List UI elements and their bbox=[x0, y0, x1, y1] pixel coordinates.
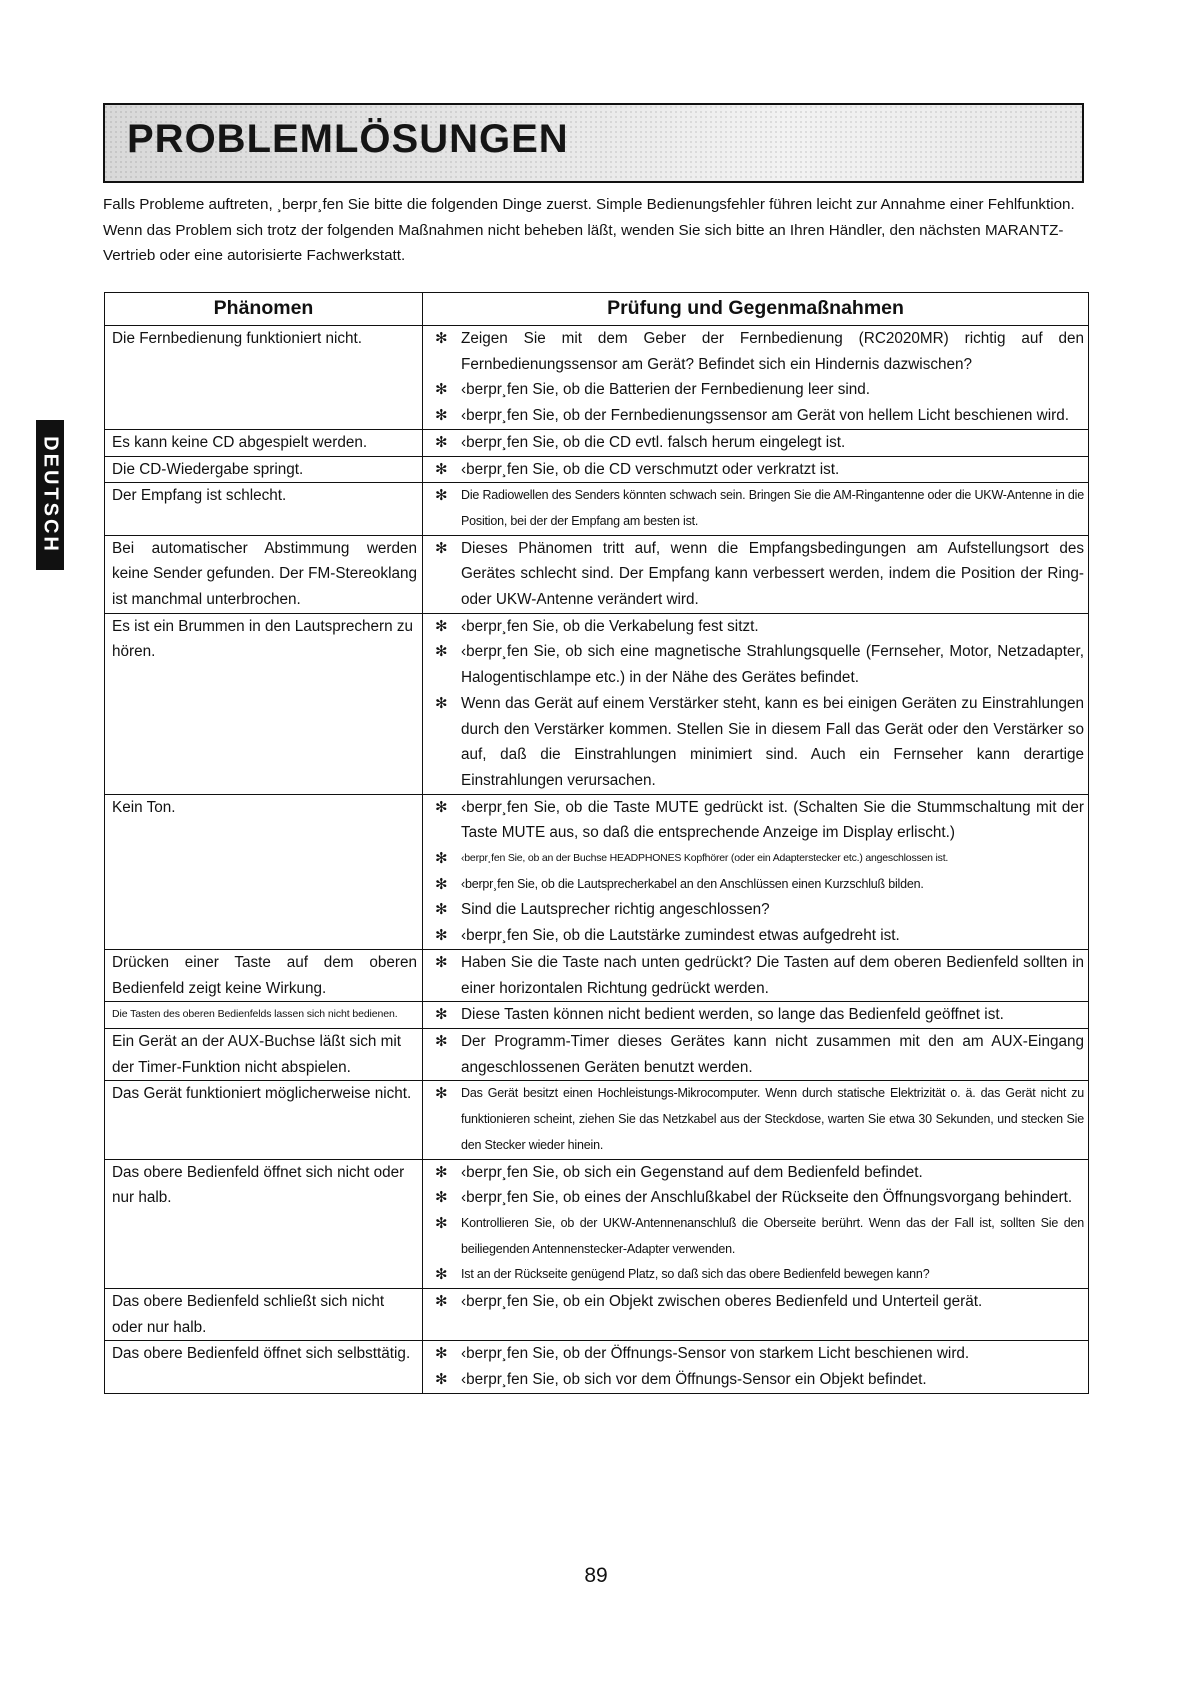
language-tab-label: DEUTSCH bbox=[39, 436, 62, 554]
measures-cell bbox=[423, 326, 1089, 430]
asterisk-icon: ✻ bbox=[435, 1189, 448, 1207]
table-row bbox=[105, 1002, 1089, 1029]
phenomenon-cell: Bei automatischer Abstimmung werden keine Sender gefunden. Der FM-Stereoklang ist manchmal unterbrochen. bbox=[105, 535, 423, 613]
measure-text: Kontrollieren Sie, ob der UKW-Antennenanschluß die Oberseite berührt. Wenn das der Fall ist, sollten Sie den beiliegenden Antennenstecker-Adapter verwenden. bbox=[461, 1215, 1084, 1256]
asterisk-icon: ✻ bbox=[435, 1032, 448, 1050]
measures-cell bbox=[423, 535, 1089, 613]
asterisk-icon: ✻ bbox=[435, 927, 448, 945]
asterisk-icon: ✻ bbox=[435, 381, 448, 399]
asterisk-icon: ✻ bbox=[435, 460, 448, 478]
measure-item bbox=[435, 1081, 1084, 1158]
measure-text: Das Gerät besitzt einen Hochleistungs-Mikrocomputer. Wenn durch statische Elektrizität o. ä. das Gerät nicht zu funktionieren scheint, ziehen Sie das Netzkabel aus der Steckdose, warten Sie etwa 30 Sekunden, und stecken Sie den Stecker wieder hinein. bbox=[461, 1086, 1084, 1152]
asterisk-icon: ✻ bbox=[435, 643, 448, 661]
measures-cell bbox=[423, 1081, 1089, 1159]
asterisk-icon: ✻ bbox=[435, 850, 448, 868]
measure-item bbox=[435, 430, 1084, 456]
table-row bbox=[105, 794, 1089, 949]
measure-text: Der Programm-Timer dieses Gerätes kann nicht zusammen mit den am AUX-Eingang angeschlossenen Geräten benutzt werden. bbox=[461, 1032, 1084, 1076]
measure-text: Dieses Phänomen tritt auf, wenn die Empfangsbedingungen am Aufstellungsort des Gerätes schlecht sind. Der Empfang kann verbessert werden, indem die Position der Ring- oder UKW-Antenne verändert wird. bbox=[461, 539, 1084, 609]
measures-cell bbox=[423, 1289, 1089, 1341]
measure-text: Zeigen Sie mit dem Geber der Fernbedienung (RC2020MR) richtig auf den Fernbedienungssensor am Gerät? Befindet sich ein Hindernis dazwischen? bbox=[461, 330, 1084, 373]
asterisk-icon: ✻ bbox=[435, 330, 448, 347]
asterisk-icon: ✻ bbox=[435, 694, 448, 712]
phenomenon-cell: Das obere Bedienfeld schließt sich nicht oder nur halb. bbox=[105, 1289, 423, 1341]
measure-item bbox=[435, 639, 1084, 690]
table-row bbox=[105, 483, 1089, 535]
phenomenon-cell: Die Tasten des oberen Bedienfelds lassen sich nicht bedienen. bbox=[105, 1002, 423, 1029]
measure-text: ‹berpr¸fen Sie, ob die Lautstärke zumindest etwas aufgedreht ist. bbox=[461, 927, 900, 945]
measure-item bbox=[435, 1289, 1084, 1315]
measure-item bbox=[435, 1160, 1084, 1186]
measure-item bbox=[435, 1341, 1084, 1367]
language-tab bbox=[36, 420, 64, 570]
measure-text: Sind die Lautsprecher richtig angeschlossen? bbox=[461, 901, 770, 919]
measures-cell bbox=[423, 483, 1089, 535]
measure-text: ‹berpr¸fen Sie, ob an der Buchse HEADPHONES Kopfhörer (oder ein Adapterstecker etc.) angeschlossen ist. bbox=[461, 852, 949, 865]
measure-item bbox=[435, 457, 1084, 483]
table-row bbox=[105, 535, 1089, 613]
measure-item bbox=[435, 923, 1084, 949]
table-row bbox=[105, 429, 1089, 456]
measure-text: Ist an der Rückseite genügend Platz, so daß sich das obere Bedienfeld bewegen kann? bbox=[461, 1267, 930, 1282]
measure-item bbox=[435, 483, 1084, 534]
measures-cell bbox=[423, 949, 1089, 1001]
measure-text: ‹berpr¸fen Sie, ob die Verkabelung fest sitzt. bbox=[461, 617, 759, 635]
asterisk-icon: ✻ bbox=[435, 1345, 448, 1363]
phenomenon-cell: Das obere Bedienfeld öffnet sich selbsttätig. bbox=[105, 1341, 423, 1393]
measure-item bbox=[435, 403, 1084, 429]
phenomenon-cell: Es kann keine CD abgespielt werden. bbox=[105, 429, 423, 456]
asterisk-icon: ✻ bbox=[435, 1085, 448, 1103]
phenomenon-cell: Ein Gerät an der AUX-Buchse läßt sich mit der Timer-Funktion nicht abspielen. bbox=[105, 1028, 423, 1080]
table-row bbox=[105, 1028, 1089, 1080]
measure-text: ‹berpr¸fen Sie, ob die Lautsprecherkabel an den Anschlüssen einen Kurzschluß bilden. bbox=[461, 876, 924, 891]
measure-text: Diese Tasten können nicht bedient werden, so lange das Bedienfeld geöffnet ist. bbox=[461, 1006, 1004, 1024]
asterisk-icon: ✻ bbox=[435, 1163, 448, 1181]
asterisk-icon: ✻ bbox=[435, 1293, 448, 1311]
measures-cell bbox=[423, 1341, 1089, 1393]
table-row bbox=[105, 1289, 1089, 1341]
phenomenon-cell: Der Empfang ist schlecht. bbox=[105, 483, 423, 535]
measure-item bbox=[435, 1002, 1084, 1028]
measure-text: ‹berpr¸fen Sie, ob die CD evtl. falsch herum eingelegt ist. bbox=[461, 433, 846, 451]
phenomenon-cell: Kein Ton. bbox=[105, 794, 423, 949]
asterisk-icon: ✻ bbox=[435, 617, 448, 635]
measure-text: ‹berpr¸fen Sie, ob die Taste MUTE gedrückt ist. (Schalten Sie die Stummschaltung mit der Taste MUTE aus, so daß die entsprechende Anzeige im Display erlischt.) bbox=[461, 798, 1084, 842]
asterisk-icon: ✻ bbox=[435, 1371, 448, 1389]
phenomenon-cell: Das Gerät funktioniert möglicherweise nicht. bbox=[105, 1081, 423, 1159]
measures-cell bbox=[423, 794, 1089, 949]
asterisk-icon: ✻ bbox=[435, 875, 448, 893]
measure-text: ‹berpr¸fen Sie, ob sich ein Gegenstand auf dem Bedienfeld befindet. bbox=[461, 1163, 923, 1181]
measure-item bbox=[435, 691, 1084, 794]
measure-item bbox=[435, 846, 1084, 872]
column-header-phenomenon: Phänomen bbox=[105, 293, 423, 326]
measures-cell bbox=[423, 613, 1089, 794]
column-header-measures: Prüfung und Gegenmaßnahmen bbox=[423, 293, 1089, 326]
asterisk-icon: ✻ bbox=[435, 1214, 448, 1232]
measure-text: ‹berpr¸fen Sie, ob eines der Anschlußkabel der Rückseite den Öffnungsvorgang behindert. bbox=[461, 1189, 1073, 1207]
asterisk-icon: ✻ bbox=[435, 798, 448, 816]
phenomenon-cell: Die CD-Wiedergabe springt. bbox=[105, 456, 423, 483]
table-row bbox=[105, 1081, 1089, 1159]
table-header-row bbox=[105, 293, 1089, 326]
table-row bbox=[105, 949, 1089, 1001]
intro-paragraph: Falls Probleme auftreten, ¸berpr¸fen Sie bitte die folgenden Dinge zuerst. Simple Bedienungsfehler führen leicht zur Annahme einer Fehlfunktion. Wenn das Problem sich trotz der folgenden Maßnahmen nicht beheben läßt, wenden Sie sich bitte an Ihren Händler, den nächsten MARANTZ-Vertrieb oder eine autorisierte Fachwerkstatt. bbox=[103, 196, 1075, 264]
measure-text: ‹berpr¸fen Sie, ob ein Objekt zwischen oberes Bedienfeld und Unterteil gerät. bbox=[461, 1293, 983, 1311]
asterisk-icon: ✻ bbox=[435, 1006, 448, 1024]
asterisk-icon: ✻ bbox=[435, 953, 448, 971]
measure-item bbox=[435, 1211, 1084, 1262]
measure-item bbox=[435, 1029, 1084, 1080]
asterisk-icon: ✻ bbox=[435, 407, 448, 425]
measure-text: ‹berpr¸fen Sie, ob sich vor dem Öffnungs-Sensor ein Objekt befindet. bbox=[461, 1371, 927, 1389]
measures-cell bbox=[423, 1002, 1089, 1029]
asterisk-icon: ✻ bbox=[435, 1266, 448, 1284]
measure-text: ‹berpr¸fen Sie, ob sich eine magnetische Strahlungsquelle (Fernseher, Motor, Netzadapter, Halogentischlampe etc.) in der Nähe des Gerätes befindet. bbox=[461, 643, 1084, 687]
measure-text: Die Radiowellen des Senders könnten schwach sein. Bringen Sie die AM-Ringantenne oder die UKW-Antenne in die Position, bei der der Empfang am besten ist. bbox=[461, 488, 1084, 528]
asterisk-icon: ✻ bbox=[435, 433, 448, 451]
measure-item bbox=[435, 795, 1084, 846]
table-row bbox=[105, 1159, 1089, 1289]
measure-item bbox=[435, 326, 1084, 377]
measure-text: ‹berpr¸fen Sie, ob die Batterien der Fernbedienung leer sind. bbox=[461, 381, 871, 399]
measure-item bbox=[435, 1262, 1084, 1288]
table-row bbox=[105, 1341, 1089, 1393]
measures-cell bbox=[423, 1028, 1089, 1080]
measure-item bbox=[435, 1367, 1084, 1393]
troubleshooting-table bbox=[104, 292, 1089, 1394]
table-row bbox=[105, 456, 1089, 483]
asterisk-icon: ✻ bbox=[435, 487, 448, 505]
measure-item bbox=[435, 950, 1084, 1001]
phenomenon-cell: Drücken einer Taste auf dem oberen Bedienfeld zeigt keine Wirkung. bbox=[105, 949, 423, 1001]
page-number: 89 bbox=[584, 1564, 608, 1587]
measure-text: Wenn das Gerät auf einem Verstärker steht, kann es bei einigen Geräten zu Einstrahlungen durch den Verstärker kommen. Stellen Sie in diesem Fall das Gerät oder den Verstärker so auf, daß die Einstrahlungen minimiert sind. Auch ein Fernseher kann derartige Einstrahlungen verursachen. bbox=[461, 694, 1084, 789]
asterisk-icon: ✻ bbox=[435, 539, 448, 557]
measure-item bbox=[435, 614, 1084, 640]
measure-text: Haben Sie die Taste nach unten gedrückt? Die Tasten auf dem oberen Bedienfeld sollten in einer horizontalen Richtung gedrückt werden. bbox=[461, 953, 1084, 997]
measures-cell bbox=[423, 456, 1089, 483]
measure-text: ‹berpr¸fen Sie, ob der Öffnungs-Sensor von starkem Licht beschienen wird. bbox=[461, 1345, 970, 1363]
page-title: PROBLEMLÖSUNGEN bbox=[127, 117, 569, 161]
measure-item bbox=[435, 1185, 1084, 1211]
phenomenon-cell: Das obere Bedienfeld öffnet sich nicht oder nur halb. bbox=[105, 1159, 423, 1289]
measure-item bbox=[435, 377, 1084, 403]
measure-text: ‹berpr¸fen Sie, ob die CD verschmutzt oder verkratzt ist. bbox=[461, 460, 840, 478]
phenomenon-cell: Es ist ein Brummen in den Lautsprechern zu hören. bbox=[105, 613, 423, 794]
phenomenon-cell: Die Fernbedienung funktioniert nicht. bbox=[105, 326, 423, 430]
asterisk-icon: ✻ bbox=[435, 901, 448, 919]
measure-item bbox=[435, 897, 1084, 923]
table-row bbox=[105, 613, 1089, 794]
measures-cell bbox=[423, 429, 1089, 456]
measure-item bbox=[435, 536, 1084, 613]
measure-item bbox=[435, 872, 1084, 898]
measure-text: ‹berpr¸fen Sie, ob der Fernbedienungssensor am Gerät von hellem Licht beschienen wird. bbox=[461, 407, 1069, 425]
title-banner bbox=[103, 103, 1084, 183]
measures-cell bbox=[423, 1159, 1089, 1289]
table-row bbox=[105, 326, 1089, 430]
